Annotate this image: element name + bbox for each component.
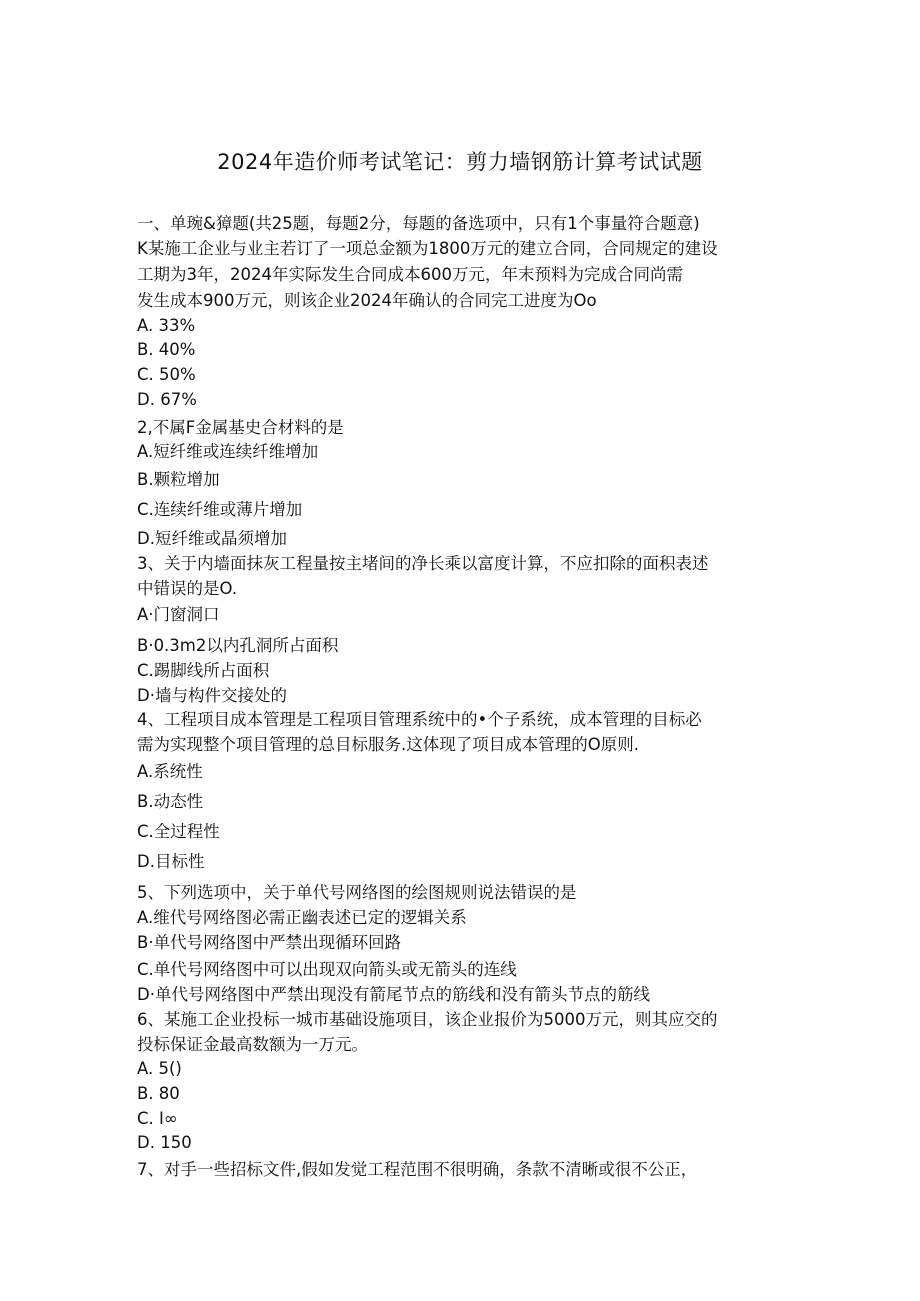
question-1-option-b: B. 40%	[137, 340, 196, 359]
question-2-option-a: A.短纤维或连续纤维增加	[137, 442, 319, 461]
question-2-option-c: C.连续纤维或薄片增加	[137, 500, 303, 519]
question-1-line-1: K某施工企业与业主若订了一项总金额为1800万元的建立合同，合同规定的建设	[137, 239, 718, 258]
question-7-line-1: 7、对手一些招标文件,假如发觉工程范围不很明确，条款不清晰或很不公正，	[137, 1160, 698, 1179]
question-5-option-c: C.单代号网络图中可以出现双向箭头或无箭头的连线	[137, 960, 517, 979]
question-4-line-1: 4、工程项目成本管理是工程项目管理系统中的•个子系统，成本管理的目标必	[137, 710, 702, 729]
question-4-option-d: D.目标性	[137, 852, 205, 871]
question-4-option-b: B.动态性	[137, 792, 204, 811]
question-4-option-a: A.系统性	[137, 762, 203, 781]
question-1-option-c: C. 50%	[137, 365, 196, 384]
question-4-option-c: C.全过程性	[137, 822, 220, 841]
question-4-line-2: 需为实现整个项目管理的总目标服务.这体现了项目成本管理的O原则.	[137, 735, 639, 754]
question-3-line-2: 中错误的是O.	[137, 579, 238, 598]
question-6-line-2: 投标保证金最高数额为一万元。	[137, 1035, 368, 1054]
question-6-option-a: A. 5()	[137, 1059, 182, 1078]
question-3-option-c: C.踢脚线所占面积	[137, 661, 270, 680]
question-6-line-1: 6、某施工企业投标一城市基础设施项目，该企业报价为5000万元，则其应交的	[137, 1010, 718, 1029]
question-6-option-b: B. 80	[137, 1084, 180, 1103]
question-6-option-d: D. 150	[137, 1133, 192, 1152]
question-3-line-1: 3、关于内墙面抹灰工程量按主堵间的净长乘以富度计算，不应扣除的面积表述	[137, 554, 709, 573]
question-1-line-2: 工期为3年，2024年实际发生合同成本600万元，年末预料为完成合同尚需	[137, 265, 683, 284]
question-1-line-3: 发生成本900万元，则该企业2024年确认的合同完工进度为Oo	[137, 291, 597, 310]
section-header: 一、单琬&獐题(共25题，每题2分，每题的备选项中，只有1个事量符合题意)	[137, 214, 700, 233]
question-5-option-a: A.维代号网络图必需正幽表述已定的逻辑关系	[137, 908, 467, 927]
question-6-option-c: C. I∞	[137, 1109, 178, 1128]
question-3-option-b: B·0.3m2以内孔洞所占面积	[137, 636, 339, 655]
question-2-option-b: B.颗粒增加	[137, 470, 220, 489]
question-3-option-d: D·墙与构件交接处的	[137, 686, 287, 705]
question-2-option-d: D.短纤维或晶须增加	[137, 529, 287, 548]
question-2-line-1: 2,不属F金属基史合材料的是	[137, 418, 344, 437]
question-1-option-a: A. 33%	[137, 316, 196, 335]
page-title: 2024年造价师考试笔记：剪力墙钢筋计算考试试题	[217, 150, 703, 174]
question-1-option-d: D. 67%	[137, 390, 197, 409]
question-5-option-b: B·单代号网络图中严禁出现循环回路	[137, 933, 402, 952]
question-5-option-d: D·单代号网络图中严禁出现没有箭尾节点的筋线和没有箭头节点的筋线	[137, 985, 650, 1004]
question-5-line-1: 5、下列选项中，关于单代号网络图的绘图规则说法错误的是	[137, 883, 577, 902]
question-3-option-a: A·门窗洞口	[137, 605, 220, 624]
